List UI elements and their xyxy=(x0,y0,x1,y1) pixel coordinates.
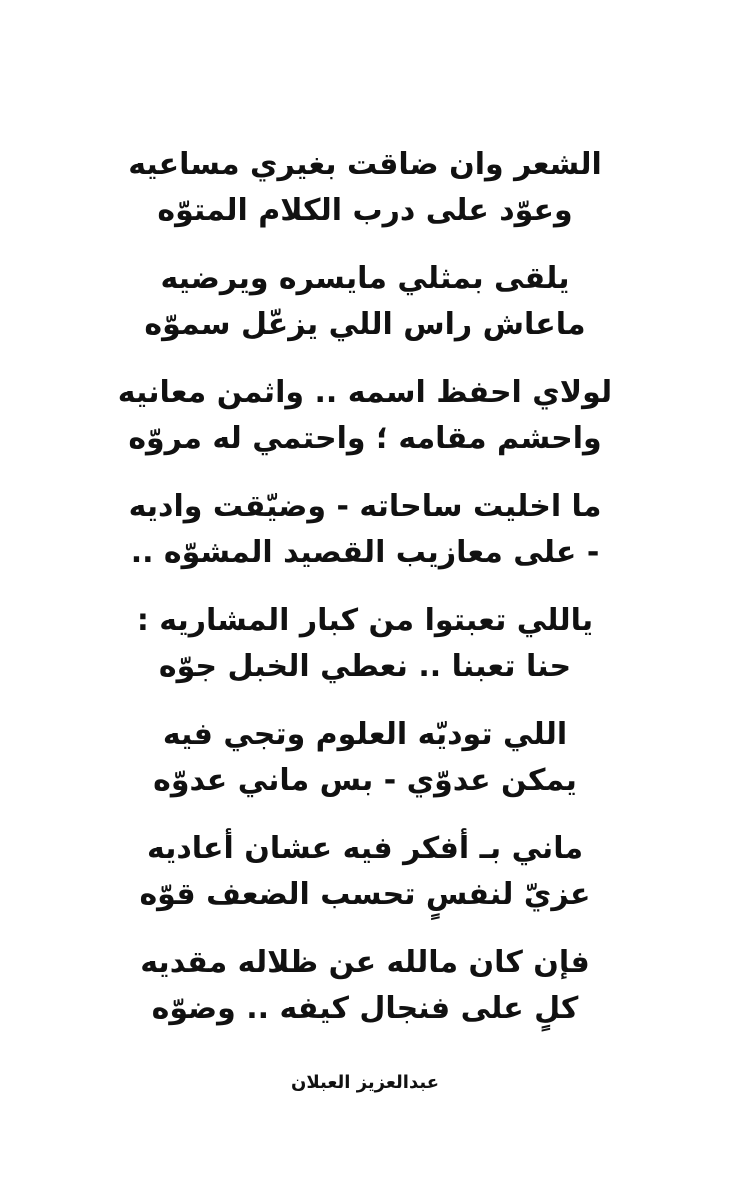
stanza-1 xyxy=(0,142,730,256)
poem-body xyxy=(0,142,730,1054)
verse-line: ماني بـ أفكر فيه عشان أعاديه xyxy=(146,831,584,866)
verse-line: ياللي تعبتوا من كبار المشاريه : xyxy=(136,603,594,638)
stanza-3 xyxy=(0,370,730,484)
verse-line: عزيّ لنفسٍ تحسب الضعف قوّه xyxy=(139,877,591,912)
verse-line: ما اخليت ساحاته - وضيّقت واديه xyxy=(128,489,602,524)
verse-line: اللي توديّه العلوم وتجي فيه xyxy=(162,717,568,752)
verse-line: - على معازيب القصيد المشوّه .. xyxy=(130,535,600,570)
verse-line: يلقى بمثلي مايسره ويرضيه xyxy=(160,261,570,296)
author-signature: عبدالعزيز العبلان xyxy=(290,1072,440,1093)
verse-line: الشعر وان ضاقت بغيري مساعيه xyxy=(128,147,602,182)
verse-line: فإن كان مالله عن ظلاله مقديه xyxy=(140,945,590,980)
verse-line: كلٍ على فنجال كيفه .. وضوّه xyxy=(151,991,579,1026)
verse-line: يمكن عدوّي - بس ماني عدوّه xyxy=(153,763,577,798)
stanza-6 xyxy=(0,712,730,826)
stanza-4 xyxy=(0,484,730,598)
verse-line: واحشم مقامه ؛ واحتمي له مروّه xyxy=(128,421,602,456)
stanza-2 xyxy=(0,256,730,370)
verse-line: حنا تعبنا .. نعطي الخبل جوّه xyxy=(158,649,572,684)
verse-line: وعوّد على درب الكلام المتوّه xyxy=(157,193,573,228)
verse-line: ماعاش راس اللي يزعّل سموّه xyxy=(144,307,586,342)
verse-line: لولاي احفظ اسمه .. واثمن معانيه xyxy=(117,375,613,410)
stanza-8 xyxy=(0,940,730,1054)
stanza-7 xyxy=(0,826,730,940)
stanza-5 xyxy=(0,598,730,712)
